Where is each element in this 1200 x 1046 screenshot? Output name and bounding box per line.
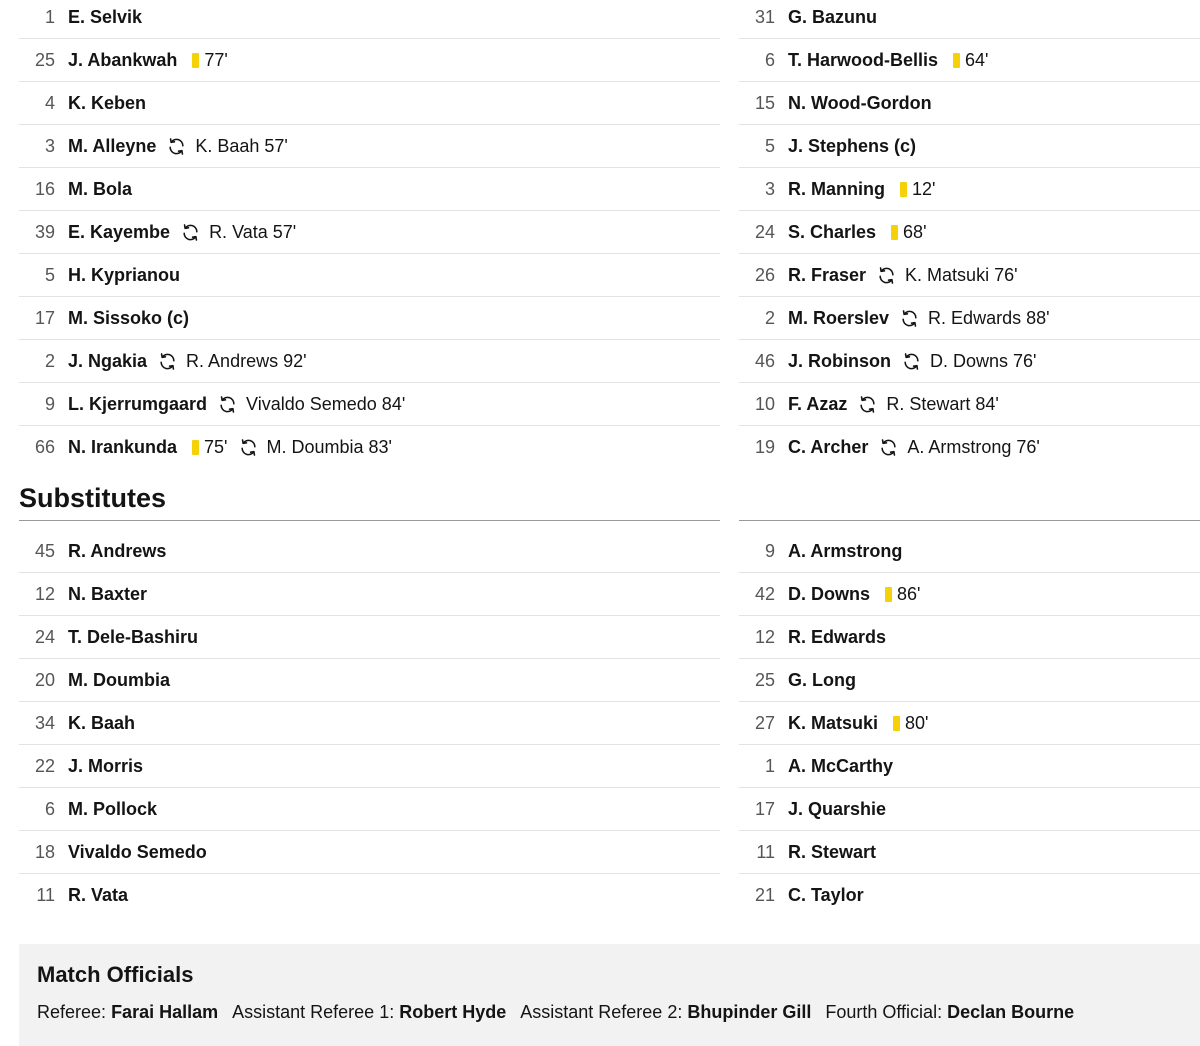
shirt-number: 42 [754,583,775,604]
player-row [19,383,720,426]
player-row [739,168,1200,211]
shirt-number: 2 [764,307,775,328]
player-name: N. Irankunda [68,437,178,457]
shirt-number: 18 [34,841,55,862]
player-row [739,530,1200,573]
player-row [19,168,720,211]
yellow-card-icon [192,53,199,68]
substitution-icon [877,266,896,285]
player-name: R. Andrews [68,540,167,561]
official-item [520,1002,811,1022]
substitution-detail: K. Matsuki 76' [905,264,1018,285]
substitution-detail: R. Andrews 92' [186,350,307,371]
player-name: J. Abankwah [68,49,178,70]
official-name: Declan Bourne [947,1002,1075,1022]
player-name: J. Stephens (c) [788,135,917,156]
player-name: M. Alleyne [68,135,157,156]
shirt-number: 12 [754,626,775,647]
card-minute: 12' [912,178,936,199]
player-name: J. Ngakia [68,350,148,371]
player-row [739,297,1200,340]
shirt-number: 25 [34,49,55,70]
substitution-detail: K. Baah 57' [195,135,288,156]
player-row [19,297,720,340]
player-row [739,659,1200,702]
player-row [19,82,720,125]
shirt-number: 31 [754,6,775,27]
substitutes-heading: Substitutes [19,483,167,513]
substitution-detail: M. Doumbia 83' [266,437,392,457]
player-name: T. Harwood-Bellis [788,49,939,70]
player-row [19,573,720,616]
player-row [19,874,720,917]
player-row [19,254,720,297]
player-row [739,426,1200,469]
shirt-number: 6 [44,798,55,819]
player-name: E. Selvik [68,6,143,27]
player-name: J. Quarshie [788,798,887,819]
player-name: M. Bola [68,178,133,199]
substitution-icon [900,309,919,328]
substitution-icon [239,438,258,457]
player-row [739,573,1200,616]
shirt-number: 66 [34,437,55,457]
card-minute: 80' [905,712,929,733]
officials-line [37,1002,1182,1023]
substitution-detail: R. Stewart 84' [886,393,999,414]
player-name: A. Armstrong [788,540,903,561]
shirt-number: 2 [44,350,55,371]
shirt-number: 9 [764,540,775,561]
player-name: E. Kayembe [68,221,171,242]
home-starting-list [19,0,720,469]
substitution-detail: R. Vata 57' [209,221,297,242]
player-name: R. Vata [68,885,129,905]
player-row [739,383,1200,426]
player-name: H. Kyprianou [68,264,181,285]
shirt-number: 26 [754,264,775,285]
shirt-number: 27 [754,712,775,733]
player-name: C. Archer [788,437,869,457]
official-role: Assistant Referee 1: [232,1002,395,1022]
substitutes-divider-home [19,520,720,521]
player-row [739,616,1200,659]
shirt-number: 5 [44,264,55,285]
player-name: J. Robinson [788,350,891,371]
card-minute: 68' [903,221,927,242]
player-name: R. Manning [788,178,885,199]
yellow-card-icon [192,440,199,455]
card-minute: 75' [204,437,228,457]
player-row [739,831,1200,874]
yellow-card-icon [885,587,892,602]
official-item [37,1002,218,1022]
player-row [19,659,720,702]
shirt-number: 11 [36,885,55,905]
shirt-number: 34 [34,712,55,733]
shirt-number: 11 [756,841,775,862]
player-row [739,788,1200,831]
player-name: K. Matsuki [788,712,879,733]
home-substitutes-list [19,530,720,917]
shirt-number: 12 [34,583,55,604]
substitution-icon [167,137,186,156]
shirt-number: 46 [754,350,775,371]
player-name: K. Baah [68,712,136,733]
player-name: T. Dele-Bashiru [68,626,199,647]
away-substitutes-list [739,530,1200,917]
shirt-number: 22 [34,755,55,776]
player-row [19,39,720,82]
substitution-icon [181,223,200,242]
player-row [19,530,720,573]
card-minute: 77' [204,49,228,70]
shirt-number: 1 [764,755,775,776]
shirt-number: 24 [34,626,55,647]
substitution-icon [858,395,877,414]
shirt-number: 21 [754,885,775,905]
player-name: N. Baxter [68,583,148,604]
shirt-number: 3 [44,135,55,156]
player-row [19,211,720,254]
official-name: Bhupinder Gill [687,1002,812,1022]
player-row [739,874,1200,917]
player-row [739,39,1200,82]
player-row [19,616,720,659]
card-minute: 64' [965,49,989,70]
player-name: M. Pollock [68,798,158,819]
player-name: D. Downs [788,583,871,604]
player-name: M. Sissoko (c) [68,307,190,328]
player-name: A. McCarthy [788,755,894,776]
player-name: J. Morris [68,755,144,776]
yellow-card-icon [891,225,898,240]
player-name: N. Wood-Gordon [788,92,932,113]
player-row [739,340,1200,383]
player-row [739,254,1200,297]
shirt-number: 9 [44,393,55,414]
match-officials-panel [19,944,1200,1046]
shirt-number: 24 [754,221,775,242]
official-role: Assistant Referee 2: [520,1002,683,1022]
player-row [739,702,1200,745]
player-name: R. Edwards [788,626,887,647]
shirt-number: 3 [764,178,775,199]
shirt-number: 20 [34,669,55,690]
player-row [19,125,720,168]
player-name: R. Stewart [788,841,877,862]
shirt-number: 19 [754,437,775,457]
player-name: F. Azaz [788,393,848,414]
official-name: Farai Hallam [111,1002,219,1022]
player-name: R. Fraser [788,264,867,285]
shirt-number: 4 [44,92,55,113]
shirt-number: 10 [754,393,775,414]
player-row [19,0,720,39]
official-role: Referee: [37,1002,107,1022]
substitutes-divider-away [739,520,1200,521]
shirt-number: 45 [34,540,55,561]
player-row [19,831,720,874]
player-row [19,702,720,745]
player-row [739,211,1200,254]
official-item [232,1002,506,1022]
shirt-number: 6 [764,49,775,70]
shirt-number: 5 [764,135,775,156]
player-name: Vivaldo Semedo [68,841,207,862]
official-item [825,1002,1074,1022]
card-minute: 86' [897,583,921,604]
substitution-detail: Vivaldo Semedo 84' [246,393,406,414]
player-row [739,0,1200,39]
official-role: Fourth Official: [825,1002,943,1022]
player-name: M. Doumbia [68,669,170,690]
player-name: M. Roerslev [788,307,890,328]
player-row [19,745,720,788]
shirt-number: 25 [754,669,775,690]
shirt-number: 39 [34,221,55,242]
substitution-icon [879,438,898,457]
player-name: G. Bazunu [788,6,877,27]
shirt-number: 17 [754,798,775,819]
away-starting-list [739,0,1200,469]
substitution-icon [902,352,921,371]
shirt-number: 17 [34,307,55,328]
player-row [739,82,1200,125]
match-officials-heading: Match Officials [37,962,194,987]
substitution-detail: R. Edwards 88' [928,307,1050,328]
player-row [739,125,1200,168]
yellow-card-icon [900,182,907,197]
yellow-card-icon [953,53,960,68]
player-name: S. Charles [788,221,877,242]
substitution-icon [218,395,237,414]
player-row [19,426,720,469]
player-row [739,745,1200,788]
player-name: K. Keben [68,92,147,113]
player-name: G. Long [788,669,856,690]
shirt-number: 1 [44,6,55,27]
substitution-detail: A. Armstrong 76' [907,437,1040,457]
player-name: L. Kjerrumgaard [68,393,208,414]
player-row [19,788,720,831]
yellow-card-icon [893,716,900,731]
shirt-number: 15 [754,92,775,113]
player-name: C. Taylor [788,885,864,905]
substitution-icon [158,352,177,371]
shirt-number: 16 [34,178,55,199]
official-name: Robert Hyde [399,1002,507,1022]
substitution-detail: D. Downs 76' [930,350,1037,371]
player-row [19,340,720,383]
